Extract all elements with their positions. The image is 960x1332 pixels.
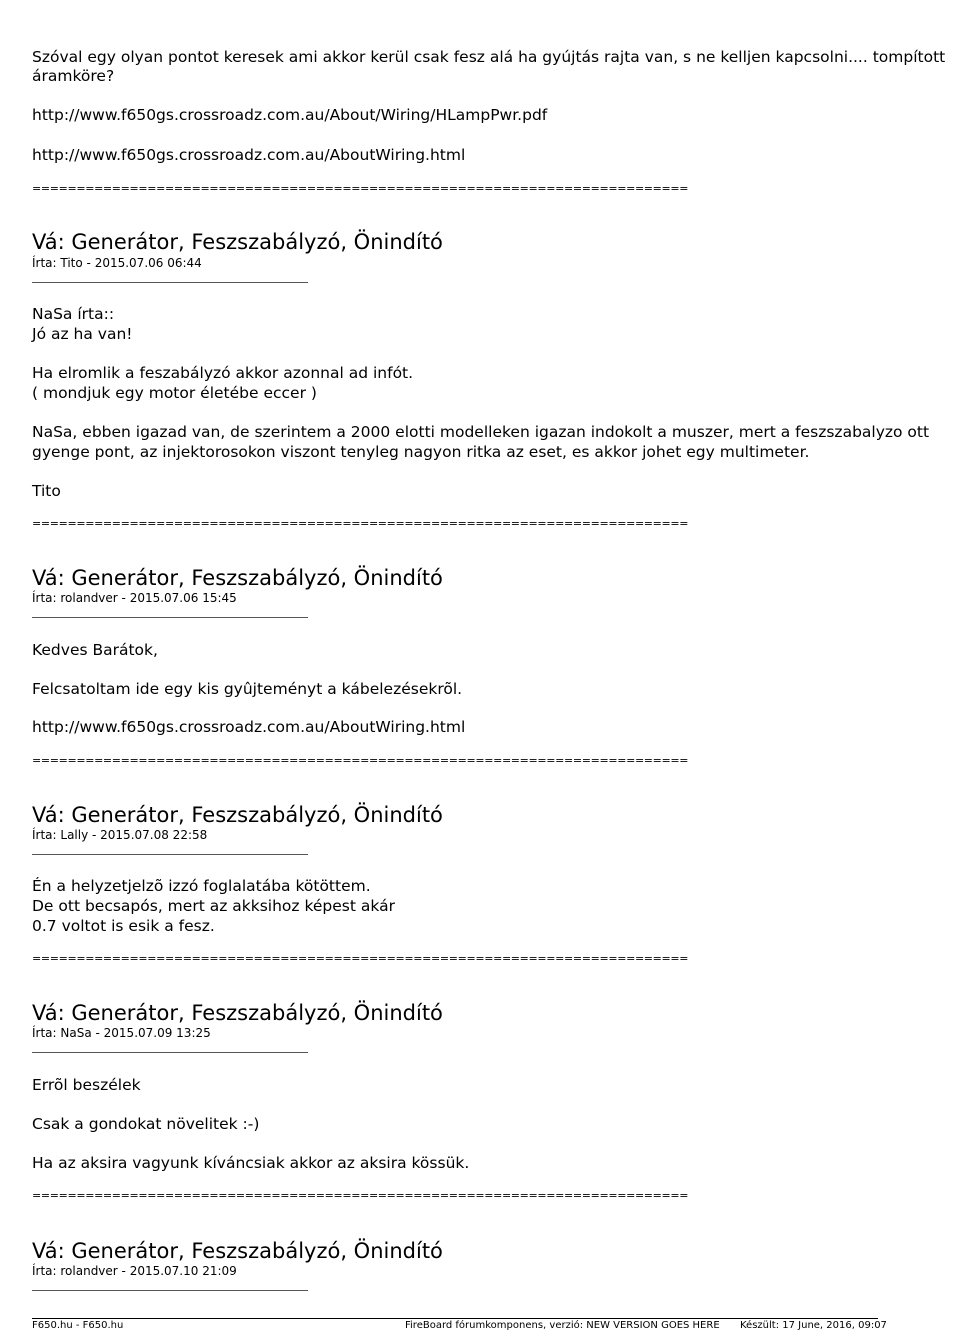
separator: ==========================================================================	[32, 1189, 689, 1202]
post-line: Kedves Barátok,	[32, 641, 158, 659]
post-title: Vá: Generátor, Feszszabályzó, Önindító	[32, 566, 443, 590]
post-line: Felcsatoltam ide egy kis gyûjteményt a kábelezésekrõl.	[32, 680, 463, 698]
post-line: NaSa írta::	[32, 305, 115, 323]
post-line: gyenge pont, az injektorosokon viszont tenyleg nagyon ritka az eset, es akkor johet egy multimeter.	[32, 443, 810, 461]
post-divider	[32, 282, 308, 283]
post-meta: Írta: Lally - 2015.07.08 22:58	[32, 828, 208, 842]
footer-credit: FireBoard fórumkomponens, verzió: NEW VERSION GOES HERE	[405, 1320, 720, 1331]
post-line: NaSa, ebben igazad van, de szerintem a 2000 elotti modelleken igazan indokolt a muszer, mert a feszszabalyzo ott	[32, 423, 930, 441]
post-line: De ott becsapós, mert az akksihoz képest akár	[32, 897, 395, 915]
post-line: 0.7 voltot is esik a fesz.	[32, 917, 215, 935]
post-line: Errõl beszélek	[32, 1076, 141, 1094]
post-line: Én a helyzetjelzõ izzó foglalatába kötöttem.	[32, 877, 371, 895]
separator: ==========================================================================	[32, 754, 689, 767]
post-line: Jó az ha van!	[32, 325, 133, 343]
post-divider	[32, 1052, 308, 1053]
post-line: ( mondjuk egy motor életébe eccer )	[32, 384, 317, 402]
post-divider	[32, 617, 308, 618]
intro-link[interactable]: http://www.f650gs.crossroadz.com.au/About/Wiring/HLampPwr.pdf	[32, 106, 548, 124]
post-divider	[32, 1290, 308, 1291]
post-meta: Írta: rolandver - 2015.07.06 15:45	[32, 591, 237, 605]
footer-rule	[32, 1318, 878, 1319]
post-meta: Írta: Tito - 2015.07.06 06:44	[32, 256, 202, 270]
post-line: Csak a gondokat növelitek :-)	[32, 1115, 260, 1133]
post-line: Ha az aksira vagyunk kíváncsiak akkor az aksira kössük.	[32, 1154, 470, 1172]
post-title: Vá: Generátor, Feszszabályzó, Önindító	[32, 803, 443, 827]
footer-timestamp: Készült: 17 June, 2016, 09:07	[740, 1320, 887, 1331]
post-link[interactable]: http://www.f650gs.crossroadz.com.au/AboutWiring.html	[32, 718, 466, 736]
post-line: Tito	[32, 482, 61, 500]
separator: ==========================================================================	[32, 182, 689, 195]
post-title: Vá: Generátor, Feszszabályzó, Önindító	[32, 1239, 443, 1263]
intro-line: Szóval egy olyan pontot keresek ami akkor kerül csak fesz alá ha gyújtás rajta van, s ne kelljen kapcsolni.... tompított	[32, 48, 946, 66]
post-divider	[32, 854, 308, 855]
intro-link[interactable]: http://www.f650gs.crossroadz.com.au/AboutWiring.html	[32, 146, 466, 164]
separator: ==========================================================================	[32, 517, 689, 530]
separator: ==========================================================================	[32, 952, 689, 965]
post-line: Ha elromlik a feszabályzó akkor azonnal ad infót.	[32, 364, 414, 382]
intro-line: áramköre?	[32, 67, 115, 85]
post-meta: Írta: NaSa - 2015.07.09 13:25	[32, 1026, 211, 1040]
post-title: Vá: Generátor, Feszszabályzó, Önindító	[32, 230, 443, 254]
footer-site: F650.hu - F650.hu	[32, 1320, 124, 1331]
post-title: Vá: Generátor, Feszszabályzó, Önindító	[32, 1001, 443, 1025]
post-meta: Írta: rolandver - 2015.07.10 21:09	[32, 1264, 237, 1278]
